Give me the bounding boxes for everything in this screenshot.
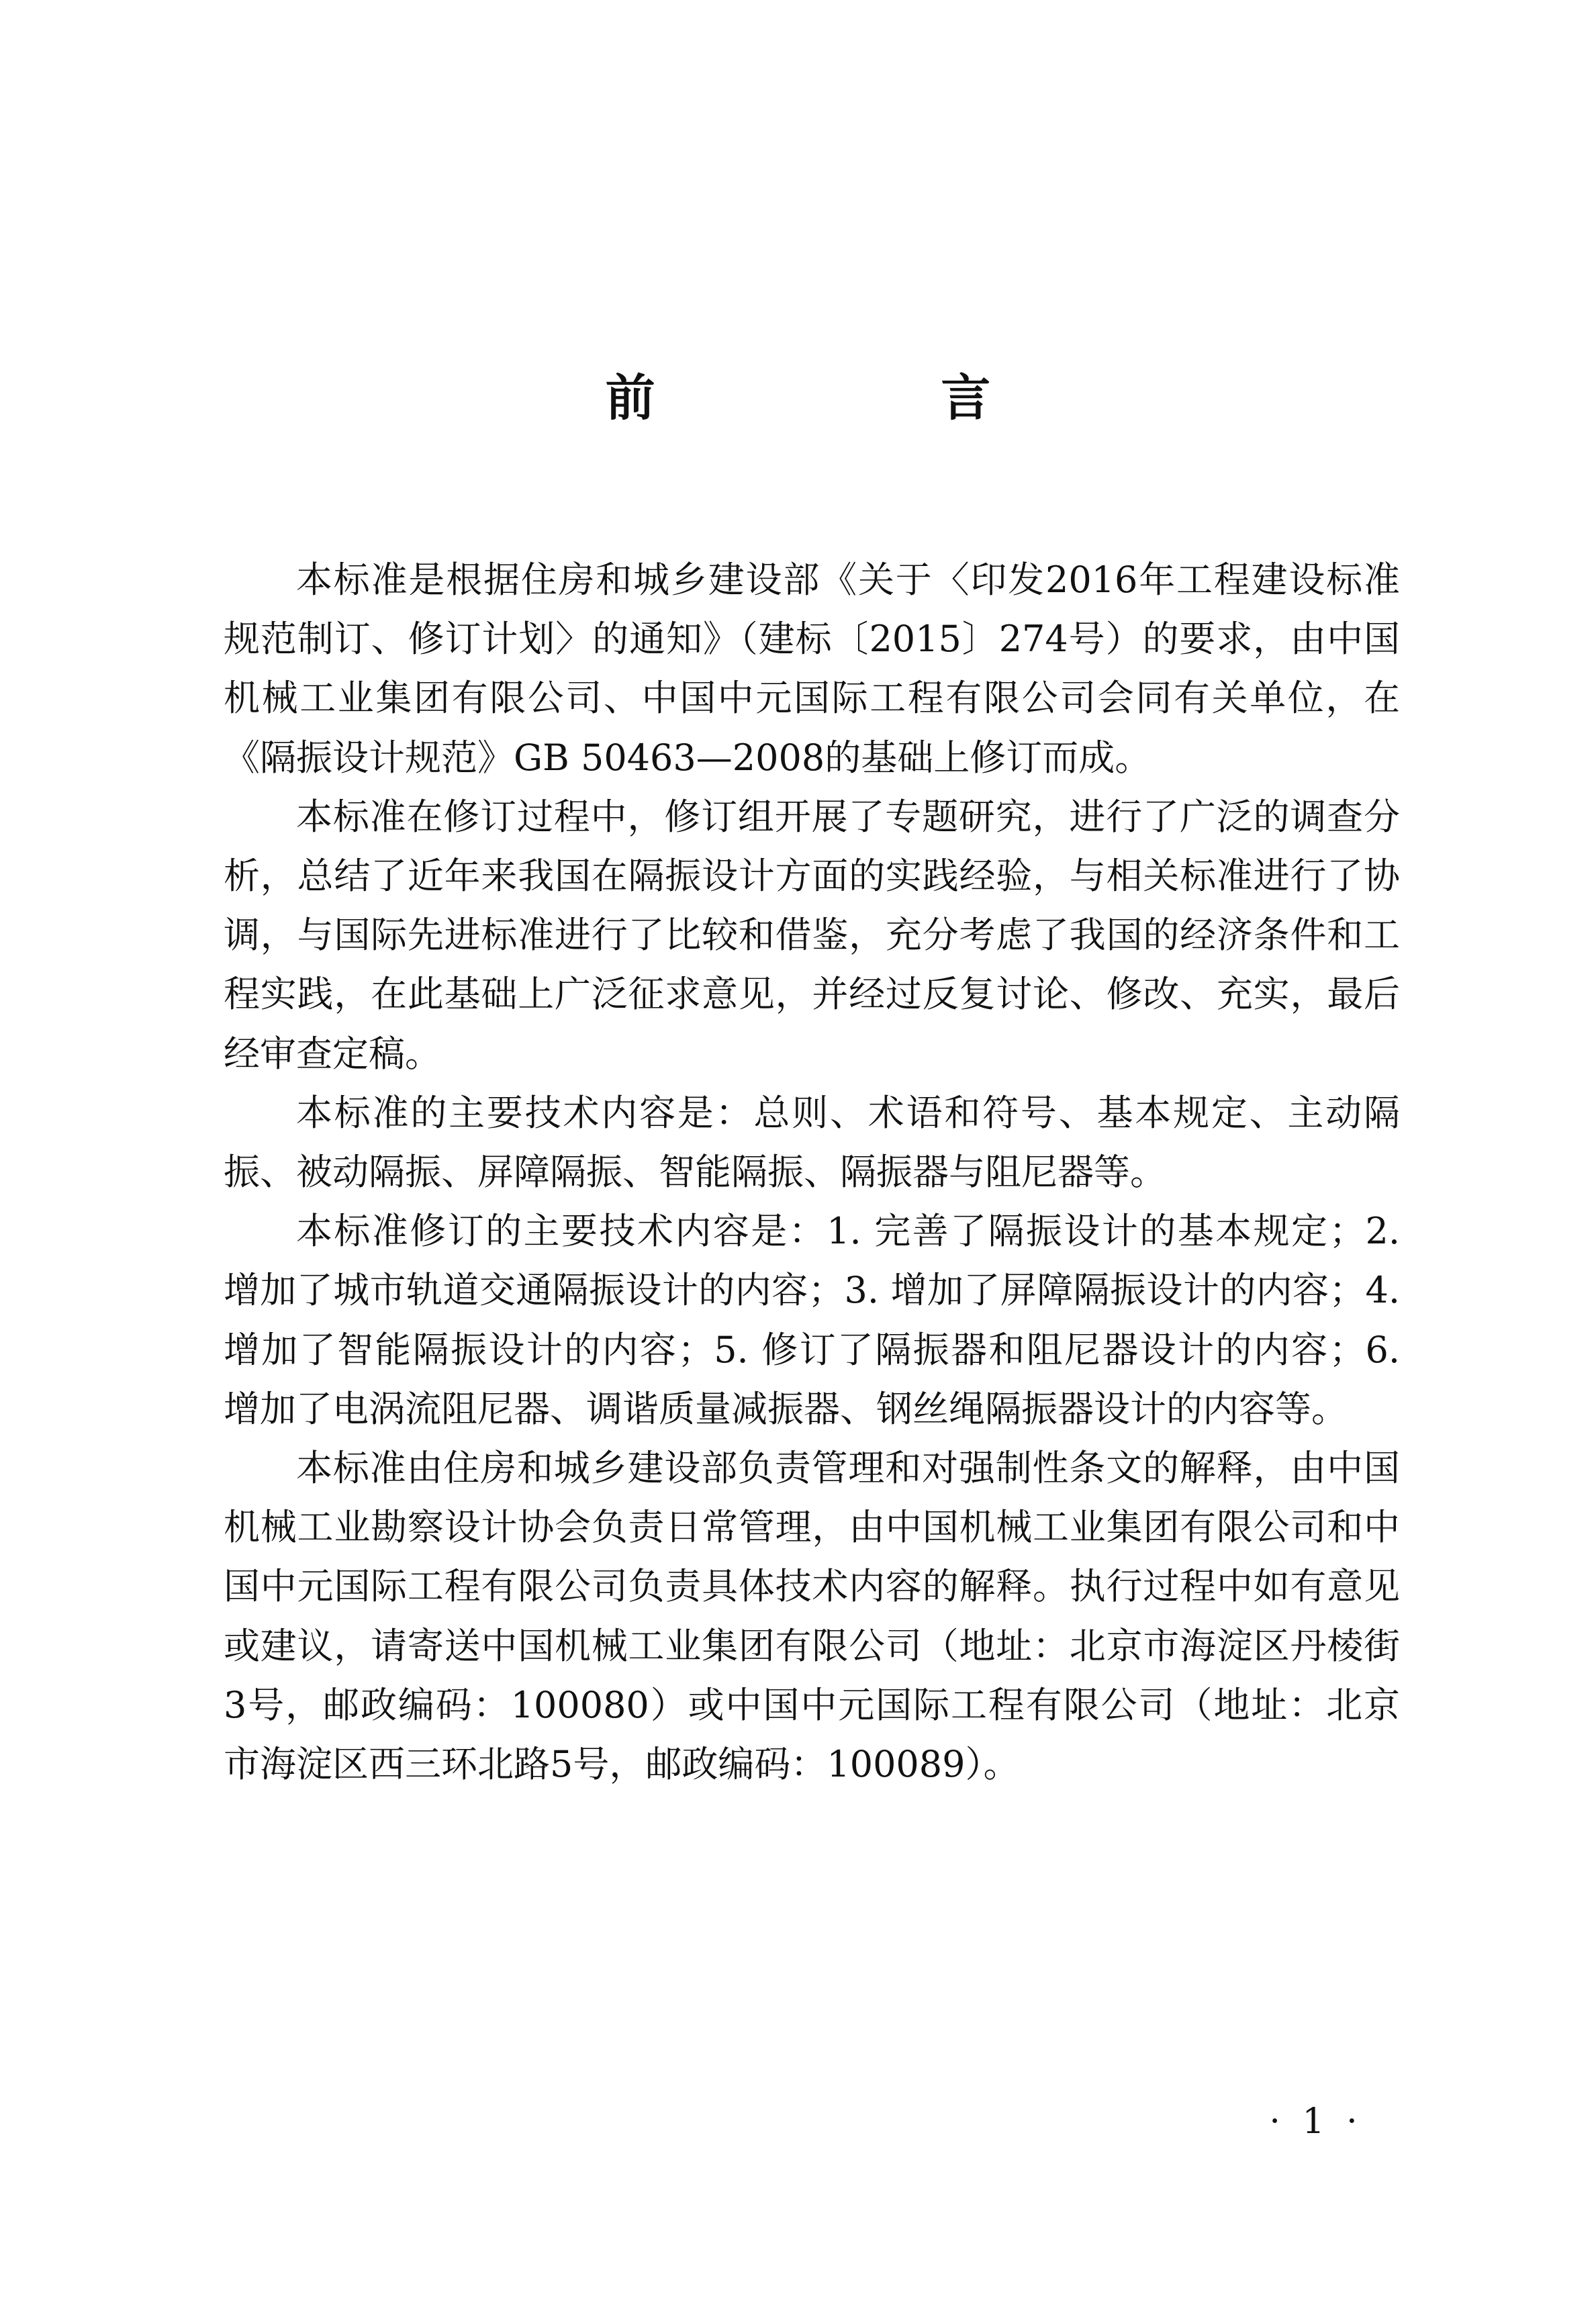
paragraph-basis: 本标准是根据住房和城乡建设部《关于〈印发2016年工程建设标准规范制订、修订计划〉的通知》（建标〔2015〕274号）的要求，由中国机械工业集团有限公司、中国中元国际工程有限公司会同有关单位，在《隔振设计规范》GB 50463—2008的基础上修订而成。	[224, 559, 1400, 779]
page-title: 前 言	[605, 369, 1125, 427]
paragraph-management: 本标准由住房和城乡建设部负责管理和对强制性条文的解释，由中国机械工业勘察设计协会负责日常管理，由中国机械工业集团有限公司和中国中元国际工程有限公司负责具体技术内容的解释。执行过程中如有意见或建议，请寄送中国机械工业集团有限公司（地址：北京市海淀区丹棱街3号，邮政编码：100080）或中国中元国际工程有限公司（地址：北京市海淀区西三环北路5号，邮政编码：100089）。	[224, 1447, 1400, 1786]
body-text	[224, 551, 1400, 1794]
paragraph-main-content: 本标准的主要技术内容是：总则、术语和符号、基本规定、主动隔振、被动隔振、屏障隔振、智能隔振、隔振器与阻尼器等。	[224, 1091, 1400, 1194]
paragraph-revision-content: 本标准修订的主要技术内容是：1. 完善了隔振设计的基本规定；2. 增加了城市轨道交通隔振设计的内容；3. 增加了屏障隔振设计的内容；4. 增加了智能隔振设计的内容；5. 修订了隔振器和阻尼器设计的内容；6. 增加了电涡流阻尼器、调谐质量减振器、钢丝绳隔振器设计的内容等。	[224, 1210, 1400, 1430]
page-number: · 1 ·	[1269, 2101, 1363, 2142]
paragraph-revision-process: 本标准在修订过程中，修订组开展了专题研究，进行了广泛的调查分析，总结了近年来我国在隔振设计方面的实践经验，与相关标准进行了协调，与国际先进标准进行了比较和借鉴，充分考虑了我国的经济条件和工程实践，在此基础上广泛征求意见，并经过反复讨论、修改、充实，最后经审查定稿。	[224, 795, 1400, 1075]
